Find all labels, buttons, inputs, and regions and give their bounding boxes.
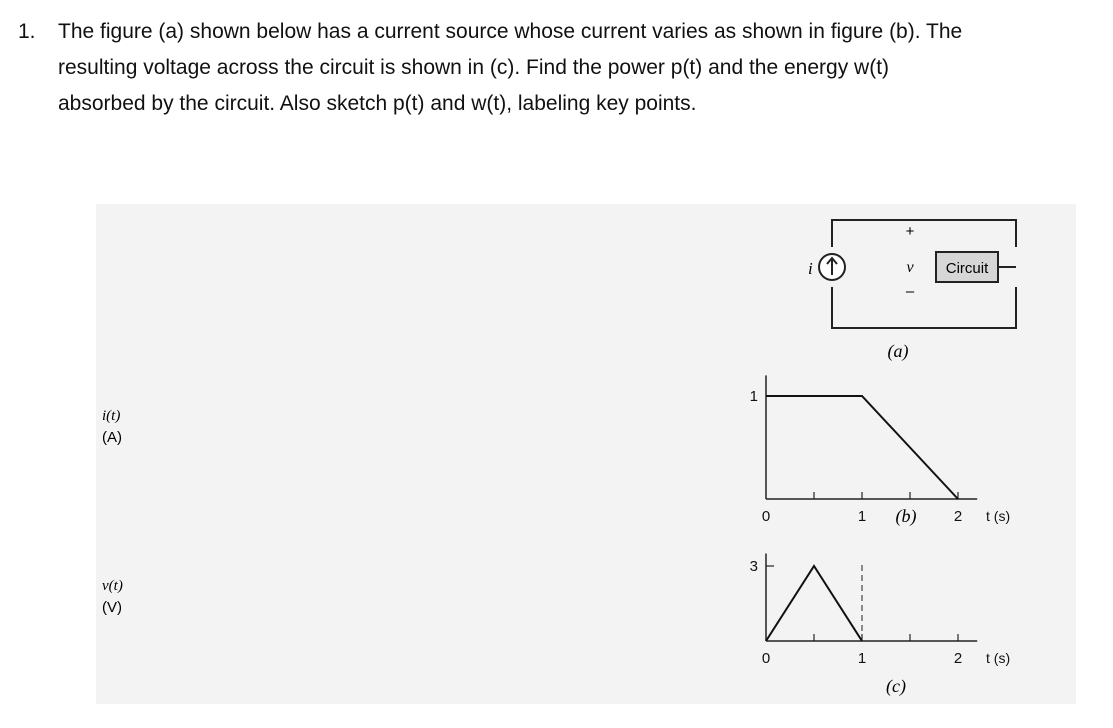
chart-b-y-tick-label: 1 [749, 388, 758, 405]
circuit-box-label: Circuit [945, 260, 989, 277]
voltage-label: v [906, 259, 914, 276]
problem-line-2: resulting voltage across the circuit is shown in (c). Find the power p(t) and the energy w(t) [58, 56, 890, 79]
chart-b-yunit: (A) [102, 429, 122, 446]
chart-c-yunit: (V) [102, 599, 122, 616]
problem-text [58, 14, 1098, 122]
chart-b-x-tick-label: 0 [761, 508, 771, 525]
chart-c-y-tick-label: 3 [749, 558, 758, 575]
minus-sign: – [905, 283, 915, 300]
chart-b-caption: (b) [895, 506, 917, 526]
chart-c-x-tick-label: 1 [857, 650, 867, 667]
chart-c-x-tick-label: 2 [953, 650, 963, 667]
scan-background [96, 204, 1076, 704]
problem-line-3: absorbed by the circuit. Also sketch p(t) and w(t), labeling key points. [58, 92, 697, 115]
figure-a-caption: (a) [887, 341, 909, 361]
chart-c-x-axis-label: t (s) [986, 650, 1011, 666]
chart-c-x-tick-label: 0 [761, 650, 771, 667]
chart-b-x-tick-label: 1 [857, 508, 867, 525]
source-label: i [808, 259, 813, 278]
plus-sign: + [905, 223, 915, 240]
chart-c-ylabel: v(t) [102, 578, 123, 594]
problem-number: 1. [18, 20, 36, 43]
figure-panel [96, 204, 1076, 704]
problem-statement [18, 14, 1098, 122]
chart-b-ylabel: i(t) [102, 408, 121, 424]
chart-c-caption: (c) [886, 676, 906, 696]
figure-svg [96, 204, 1076, 704]
chart-b-x-axis-label: t (s) [986, 508, 1011, 524]
chart-b-x-tick-label: 2 [953, 508, 963, 525]
problem-line-1: The figure (a) shown below has a current source whose current varies as shown in figure (b). The [58, 20, 963, 43]
